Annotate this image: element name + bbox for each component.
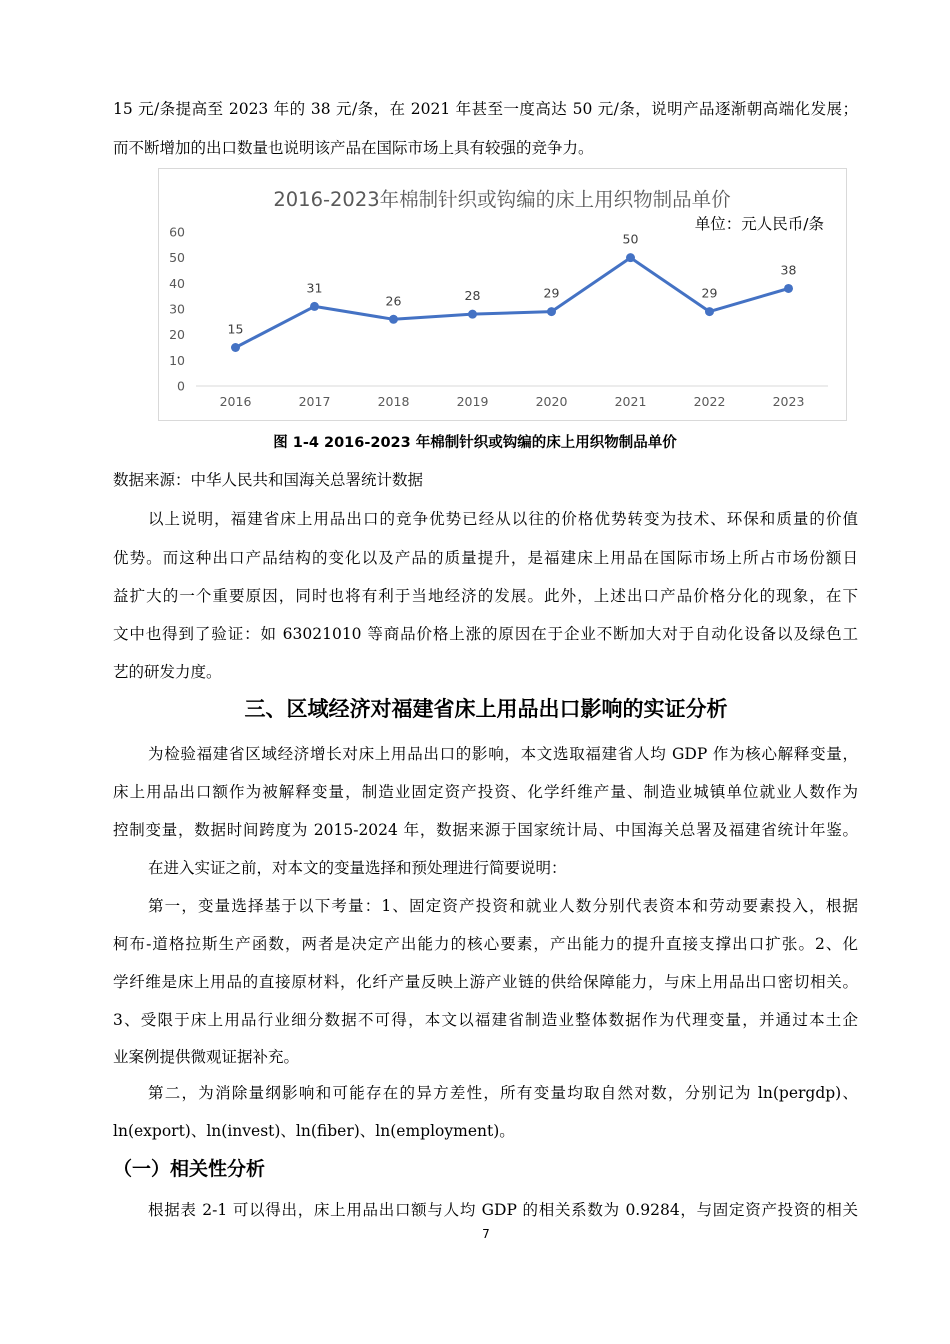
- y-tick-label: 50: [169, 250, 185, 266]
- s3-para3-line-5: 业案例提供微观证据补充。: [113, 1048, 300, 1066]
- data-label: 26: [385, 293, 402, 309]
- para1-line-3: 益扩大的一个重要原因，同时也将有利于当地经济的发展。此外，上述出口产品价格分化的现象，在下: [113, 587, 858, 605]
- y-axis-ticks: [169, 225, 185, 394]
- s3-para1-line-2: 床上用品出口额作为被解释变量，制造业固定资产投资、化学纤维产量、制造业城镇单位就业人数作为: [113, 783, 858, 801]
- data-point: [231, 343, 240, 352]
- para1-line-5: 艺的研发力度。: [113, 663, 222, 681]
- data-label: 38: [780, 262, 797, 278]
- page-number: 7: [482, 1227, 490, 1241]
- s3-para4-line-1: 第二，为消除量纲影响和可能存在的异方差性，所有变量均取自然对数，分别记为 ln(pergdp)、: [148, 1084, 858, 1102]
- chart-subtitle: 单位：元人民币/条: [694, 215, 824, 233]
- intro-line-2: 而不断增加的出口数量也说明该产品在国际市场上具有较强的竞争力。: [113, 139, 594, 157]
- x-tick-label: 2022: [693, 394, 726, 409]
- section-heading: 三、区域经济对福建省床上用品出口影响的实证分析: [244, 697, 728, 721]
- data-point: [547, 307, 556, 316]
- data-label: 15: [227, 321, 244, 337]
- data-point: [310, 302, 319, 311]
- s3-para3-line-4: 3、受限于床上用品行业细分数据不可得，本文以福建省制造业整体数据作为代理变量，并通过本土企: [113, 1011, 858, 1029]
- x-tick-label: 2019: [456, 394, 489, 409]
- y-tick-label: 0: [177, 378, 185, 394]
- data-point: [626, 253, 635, 262]
- data-label: 50: [622, 231, 639, 247]
- s3-para1-line-1: 为检验福建省区域经济增长对床上用品出口的影响，本文选取福建省人均 GDP 作为核心解释变量，: [148, 745, 858, 763]
- y-tick-label: 20: [169, 327, 185, 343]
- s3-para4-line-2: ln(export)、ln(invest)、ln(fiber)、ln(employment)。: [113, 1122, 515, 1140]
- x-tick-label: 2017: [298, 394, 331, 409]
- y-tick-label: 30: [169, 301, 185, 317]
- data-point: [784, 284, 793, 293]
- data-label: 29: [543, 285, 560, 301]
- data-label: 31: [306, 280, 323, 296]
- y-tick-label: 10: [169, 352, 185, 368]
- subsection-heading: （一）相关性分析: [113, 1158, 266, 1180]
- para1-line-4: 文中也得到了验证：如 63021010 等商品价格上涨的原因在于企业不断加大对于自动化设备以及绿色工: [113, 625, 858, 643]
- subsection-para: 根据表 2-1 可以得出，床上用品出口额与人均 GDP 的相关系数为 0.9284，与固定资产投资的相关: [148, 1201, 858, 1219]
- series-points: [231, 253, 793, 352]
- data-labels: [228, 232, 797, 337]
- data-point: [468, 310, 477, 319]
- x-tick-label: 2020: [535, 394, 568, 409]
- s3-para1-line-3: 控制变量，数据时间跨度为 2015-2024 年，数据来源于国家统计局、中国海关总署及福建省统计年鉴。: [113, 821, 858, 839]
- para1-line-1: 以上说明，福建省床上用品出口的竞争优势已经从以往的价格优势转变为技术、环保和质量的价值: [148, 510, 858, 528]
- data-label: 29: [701, 285, 718, 301]
- s3-para3-line-2: 柯布-道格拉斯生产函数，两者是决定产出能力的核心要素，产出能力的提升直接支撑出口扩张。2、化: [113, 935, 858, 953]
- para1-line-2: 优势。而这种出口产品结构的变化以及产品的质量提升，是福建床上用品在国际市场上所占市场份额日: [113, 549, 858, 567]
- x-tick-label: 2018: [377, 394, 410, 409]
- x-tick-label: 2016: [219, 394, 252, 409]
- x-tick-label: 2021: [614, 394, 647, 409]
- y-tick-label: 40: [169, 275, 185, 291]
- series-line: [236, 258, 789, 348]
- x-axis-ticks: [220, 394, 805, 409]
- data-point: [389, 315, 398, 324]
- s3-para3-line-1: 第一，变量选择基于以下考量：1、固定资产投资和就业人数分别代表资本和劳动要素投入，根据: [148, 897, 858, 915]
- line-chart: [158, 168, 847, 421]
- chart-title: 2016-2023年棉制针织或钩编的床上用织物制品单价: [273, 188, 731, 211]
- figure-caption: 图 1-4 2016-2023 年棉制针织或钩编的床上用织物制品单价: [273, 435, 677, 451]
- figure-source: 数据来源：中华人民共和国海关总署统计数据: [113, 471, 424, 489]
- s3-para2: 在进入实证之前，对本文的变量选择和预处理进行简要说明：: [148, 859, 567, 877]
- chart-svg: [159, 169, 846, 420]
- data-point: [705, 307, 714, 316]
- s3-para3-line-3: 学纤维是床上用品的直接原材料，化纤产量反映上游产业链的供给保障能力，与床上用品出口密切相关。: [113, 973, 858, 991]
- intro-line-1: 15 元/条提高至 2023 年的 38 元/条，在 2021 年甚至一度高达 50 元/条，说明产品逐渐朝高端化发展；: [113, 100, 858, 118]
- y-tick-label: 60: [169, 224, 185, 240]
- data-label: 28: [464, 288, 481, 304]
- x-tick-label: 2023: [772, 394, 805, 409]
